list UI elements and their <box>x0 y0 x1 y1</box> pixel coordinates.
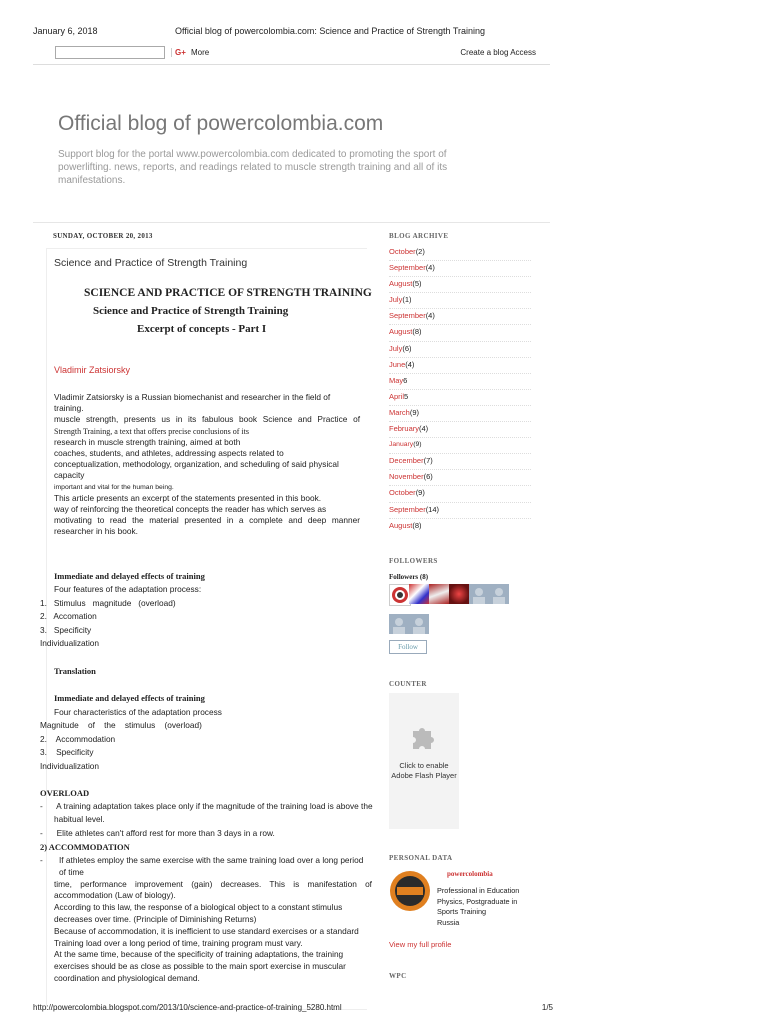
post-heading-1: SCIENCE AND PRACTICE OF STRENGTH TRAINING <box>84 287 372 299</box>
intro-line: coaches, students, and athletes, addressing aspects related to <box>54 448 284 459</box>
avatar[interactable] <box>469 584 489 604</box>
intro-line: way of reinforcing the theoretical concepts the reader has which serves as <box>54 504 327 515</box>
print-header <box>33 26 553 36</box>
avatar[interactable] <box>389 614 409 634</box>
archive-item[interactable]: March(9) <box>389 406 531 422</box>
intro-line: research in muscle strength training, aimed at both <box>54 436 241 447</box>
list-item: 3. Specificity <box>40 747 94 757</box>
intro-line: researcher in his book. <box>54 526 138 537</box>
list-item: 2. Accommodation <box>40 734 116 744</box>
print-date: January 6, 2018 <box>33 26 98 36</box>
print-footer <box>33 1003 553 1012</box>
overload-title: OVERLOAD <box>40 788 90 798</box>
create-blog-link[interactable]: Create a blog Access <box>460 48 536 57</box>
flash-placeholder[interactable] <box>389 693 459 829</box>
intro-line: This article presents an excerpt of the statements presented in this book. <box>54 492 322 503</box>
post-date: SUNDAY, OCTOBER 20, 2013 <box>53 232 153 240</box>
intro-line: muscle strength, presents us in its fabulous book Science and Practice of <box>54 414 360 425</box>
blog-title[interactable]: Official blog of powercolombia.com <box>58 112 384 135</box>
list-item: 1. Stimulus magnitude (overload) <box>40 598 176 608</box>
section-1-lead: Four features of the adaptation process: <box>54 584 202 594</box>
avatar[interactable] <box>409 614 429 634</box>
accommodation-line: exercises should be as close as possible to the main sport exercise in muscular <box>54 961 346 972</box>
list-item: Individualization <box>40 761 100 771</box>
section-2-lead: Four characteristics of the adaptation process <box>54 707 222 717</box>
accommodation-line: If athletes employ the same exercise with the same training load over a long period of time <box>59 855 364 877</box>
archive-item[interactable]: July(1) <box>389 293 531 309</box>
intro-line: important and vital for the human being. <box>54 483 174 491</box>
author-link[interactable]: Vladimir Zatsiorsky <box>54 365 131 375</box>
accommodation-paragraph <box>54 855 372 985</box>
wpc-title: WPC <box>389 972 407 980</box>
archive-item[interactable]: July(6) <box>389 342 531 358</box>
intro-paragraph <box>54 392 360 538</box>
archive-item[interactable]: December(7) <box>389 454 531 470</box>
archive-item[interactable]: August(8) <box>389 325 531 341</box>
avatar[interactable] <box>389 584 411 606</box>
blogger-navbar <box>33 44 550 65</box>
intro-line: Strength Training, a text that offers precise conclusions of its <box>54 426 249 436</box>
archive-item[interactable]: September(4) <box>389 261 531 277</box>
blog-description: Support blog for the portal www.powercolombia.com dedicated to promoting the sport of powerlifting. news, reports, and readings related to muscle strength training and all of its manifestations. <box>58 149 448 186</box>
archive-item[interactable]: February(4) <box>389 422 531 438</box>
accommodation-dash: - <box>40 855 43 865</box>
avatar[interactable] <box>489 584 509 604</box>
intro-line: motivating to read the material presented in a complete and deep manner <box>54 515 360 526</box>
post-heading-3: Excerpt of concepts - Part I <box>137 323 267 335</box>
counter-title: COUNTER <box>389 680 427 688</box>
post-title[interactable]: Science and Practice of Strength Training <box>54 257 248 269</box>
personal-data-title: PERSONAL DATA <box>389 854 453 862</box>
profile-logo[interactable] <box>389 870 431 912</box>
google-plus-button[interactable]: G+ <box>171 48 186 57</box>
accommodation-title: 2) ACCOMMODATION <box>40 842 130 852</box>
avatar[interactable] <box>449 584 469 604</box>
accommodation-line: accommodation (Law of biology). <box>54 890 176 901</box>
intro-line: Vladimir Zatsiorsky is a Russian biomechanist and researcher in the field of training. <box>54 392 331 414</box>
archive-item[interactable]: April5 <box>389 390 531 406</box>
archive-item[interactable]: October(9) <box>389 486 531 502</box>
accommodation-line: decreases over time. (Principle of Diminishing Returns) <box>54 913 257 924</box>
followers-title: FOLLOWERS <box>389 557 438 565</box>
section-1-title: Immediate and delayed effects of training <box>54 571 205 581</box>
archive-item[interactable]: September(4) <box>389 309 531 325</box>
page-url: http://powercolombia.blogspot.com/2013/10/science-and-practice-of-training_5280.html <box>33 1003 342 1012</box>
accommodation-line: Because of accommodation, it is inefficient to use standard exercises or a standard <box>54 925 359 936</box>
profile-name[interactable]: powercolombia <box>447 870 493 878</box>
follow-button[interactable]: Follow <box>389 640 427 654</box>
archive-item[interactable]: June(4) <box>389 358 531 374</box>
search-input[interactable] <box>55 46 165 59</box>
followers-count: Followers (8) <box>389 573 429 581</box>
overload-bullet-cont: habitual level. <box>54 814 105 824</box>
profile-country: Russia <box>437 917 460 927</box>
accommodation-line: At the same time, because of the specificity of training adaptations, the training <box>54 949 344 960</box>
accommodation-line: Training load over a long period of time, training program must vary. <box>54 937 303 948</box>
profile-description <box>437 886 537 928</box>
accommodation-line: According to this law, the response of a biological object to a constant stimulus <box>54 902 343 913</box>
archive-item[interactable]: August(8) <box>389 520 422 530</box>
more-link[interactable]: More <box>191 48 210 57</box>
section-2-title: Immediate and delayed effects of training <box>54 693 205 703</box>
list-item: Magnitude of the stimulus (overload) <box>40 720 202 730</box>
avatar[interactable] <box>409 584 429 604</box>
avatar[interactable] <box>429 584 449 604</box>
accommodation-line: time, performance improvement (gain) decreases. This is manifestation of <box>54 878 372 889</box>
list-item: Individualization <box>40 638 100 648</box>
archive-item[interactable]: October(2) <box>389 245 531 261</box>
followers-grid <box>389 584 519 634</box>
flash-message: Click to enable Adobe Flash Player <box>391 761 457 780</box>
list-item: 2. Accomation <box>40 611 97 621</box>
puzzle-piece-icon <box>409 723 437 758</box>
blog-archive-list <box>389 245 531 534</box>
archive-item[interactable]: November(6) <box>389 470 531 486</box>
archive-item[interactable]: May6 <box>389 374 531 390</box>
archive-item[interactable]: August(5) <box>389 277 531 293</box>
list-item: 3. Specificity <box>40 625 92 635</box>
page-number: 1/5 <box>541 1003 553 1012</box>
print-title: Official blog of powercolombia.com: Science and Practice of Strength Training <box>175 26 485 36</box>
archive-item[interactable]: September(14) <box>389 503 531 519</box>
blog-archive-title: BLOG ARCHIVE <box>389 232 449 240</box>
intro-line: conceptualization, methodology, organization, and scheduling of said physical capacity <box>54 459 339 481</box>
overload-bullet: - Elite athletes can't afford rest for more than 3 days in a row. <box>40 828 275 838</box>
archive-item[interactable]: January(9) <box>389 438 531 454</box>
overload-bullet: - A training adaptation takes place only if the magnitude of the training load is above the <box>40 801 373 811</box>
accommodation-line: coordination and physiological demand. <box>54 972 200 983</box>
view-profile-link[interactable]: View my full profile <box>389 940 452 949</box>
profile-about: Professional in Education Physics, Postgraduate in Sports Training <box>437 886 520 916</box>
post-heading-2: Science and Practice of Strength Training <box>93 305 289 317</box>
translation-label: Translation <box>54 666 96 676</box>
